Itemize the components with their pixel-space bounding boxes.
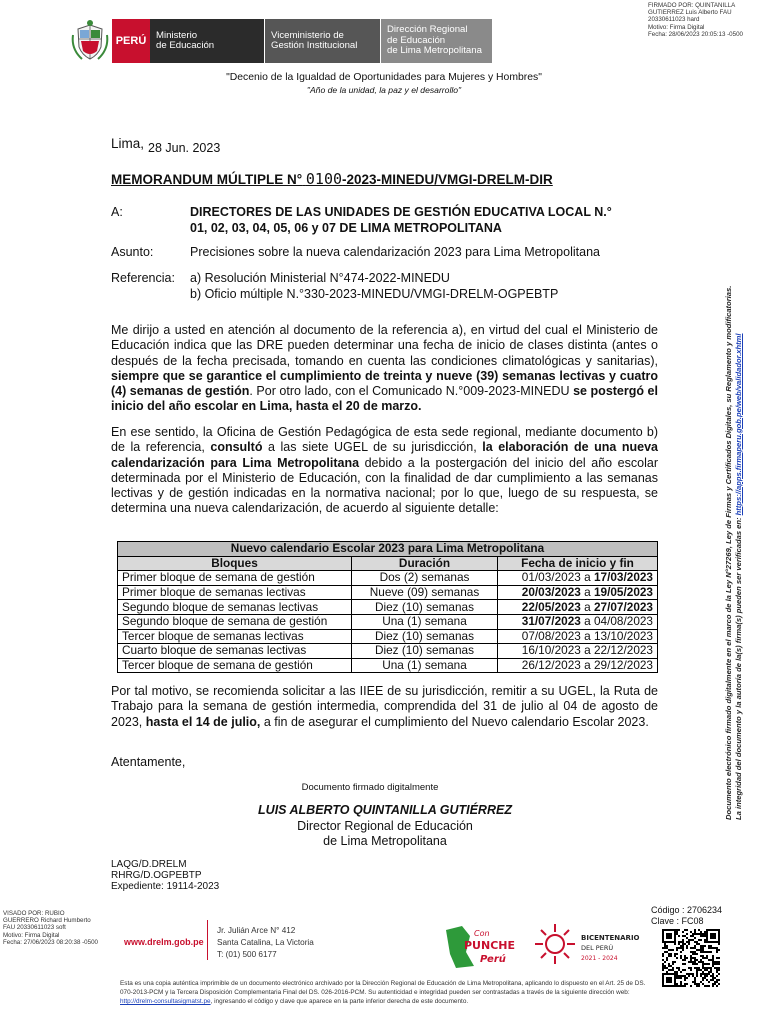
memo-prefix: MEMORANDUM MÚLTIPLE N° <box>111 172 303 187</box>
column-header: Fecha de inicio y fin <box>498 556 658 571</box>
year-slogan: "Año de la unidad, la paz y el desarrollo" <box>306 85 462 95</box>
ministry-line: Ministerio <box>156 29 198 41</box>
address-line: Santa Catalina, La Victoria <box>217 938 314 947</box>
initials: RHRG/D.OGPEBTP <box>111 870 202 881</box>
end-date: 29/12/2023 <box>593 658 653 673</box>
block-cell: Primer bloque de semanas lectivas <box>118 585 352 600</box>
code-line: Código : 2706234 <box>651 905 723 915</box>
start-date: 26/12/2023 <box>521 658 581 673</box>
reference-item: b) Oficio múltiple N.°330-2023-MINEDU/VMGI-DRELM-OGPEBTP <box>190 286 559 301</box>
visa-line: Fecha: 27/06/2023 08:20:38 -0500 <box>3 938 98 946</box>
authenticity-disclaimer <box>120 979 650 1006</box>
visa-line: VISADO POR: RUBIO <box>3 910 65 917</box>
block-cell: Primer bloque de semana de gestión <box>118 571 352 586</box>
visa-stamp <box>3 910 121 946</box>
decade-slogan: "Decenio de la Igualdad de Oportunidades para Mujeres y Hombres" <box>226 72 542 83</box>
table-row <box>118 629 658 644</box>
duration-cell: Dos (2) semanas <box>352 571 498 586</box>
block-cell: Cuarto bloque de semanas lectivas <box>118 644 352 659</box>
signer-name: LUIS ALBERTO QUINTANILLA GUTIÉRREZ <box>258 803 512 817</box>
signer-title: de Lima Metropolitana <box>323 834 447 848</box>
date-separator: a <box>580 614 594 629</box>
legal-note: Documento electrónico firmado digitalmente en el marco de la Ley N°27269, Ley de Firmas y Certificados Digitales, su Reglamento y modificatorias. <box>724 285 733 820</box>
signature-line: Motivo: Firma Digital <box>648 23 705 31</box>
paragraph-text: Por tal motivo, se recomienda solicitar a las IIEE de su jurisdicción, remitir a su UGEL, la Ruta de Trabajo para la semana de gestión intermedia, comprendida del 31 de julio al 04 de agosto de 2023, <box>111 684 658 729</box>
date-range-cell <box>498 600 658 615</box>
duration-cell: Una (1) semana <box>352 658 498 673</box>
block-cell: Tercer bloque de semana de gestión <box>118 658 352 673</box>
paragraph-bold: consultó <box>210 440 263 455</box>
institutional-header <box>68 18 492 64</box>
consult-link[interactable]: http://drelm-consultasigmatst.pe <box>120 998 211 1005</box>
duration-cell: Diez (10) semanas <box>352 600 498 615</box>
key-line: Clave : FC08 <box>651 916 704 926</box>
regional-direction-line: Dirección Regional <box>387 24 468 36</box>
disclaimer-text: , ingresando el código y clave que aparece en la parte inferior derecha de este documento. <box>210 998 469 1005</box>
date-stamp: 28 Jun. 2023 <box>148 141 221 155</box>
logo-text: PUNCHE <box>464 939 515 952</box>
paragraph-text: debido a la postergación del inicio del año escolar determinada por el Ministerio de Educación, con la finalidad de dar cumplimiento a las semanas lectivas y de gestión indicadas en la normativa nacional; por lo que, luego de su respuesta, se determina una nueva calendarización, de acuerdo al siguiente detalle: <box>111 455 658 516</box>
duration-cell: Una (1) semana <box>352 614 498 629</box>
start-date: 01/03/2023 <box>521 570 581 585</box>
memo-number: 0100 <box>305 170 343 188</box>
phone-line: T: (01) 500 6177 <box>217 950 277 959</box>
subject: Precisiones sobre la nueva calendarización 2023 para Lima Metropolitana <box>190 245 600 259</box>
table-row <box>118 658 658 673</box>
disclaimer-text: Esta es una copia auténtica imprimible de un documento electrónico archivado por la Dirección Regional de Educación de Lima Metropolitana, aplicando lo dispuesto en el Art. 25 de DS. 070-2013-PCM y la Tercera Disposición Complementaria Final del DS. 026-2016-PCM. Su autenticidad e integridad pueden ser contrastadas a través de la siguiente dirección web: <box>120 980 646 996</box>
paragraph-2 <box>111 425 658 517</box>
table-body <box>118 571 658 673</box>
recipients-line: DIRECTORES DE LAS UNIDADES DE GESTIÓN EDUCATIVA LOCAL N.° <box>190 205 612 219</box>
calendar-table <box>117 541 658 673</box>
start-date: 16/10/2023 <box>521 643 581 658</box>
paragraph-bold: hasta el 14 de julio, <box>145 714 261 729</box>
viceministry-block <box>264 19 380 63</box>
qr-code-icon <box>662 929 720 987</box>
visa-line: Motivo: Firma Digital <box>3 931 60 939</box>
vertical-verification-note <box>724 240 743 820</box>
paragraph-text: a las siete UGEL de su jurisdicción, <box>262 440 483 455</box>
paragraph-text: Me dirijo a usted en atención al documento de la referencia a), en virtud del cual el Ministerio de Educación indica que las DRE pueden determinar una fecha de inicio de clases distinta (antes o después de la fecha precisada, tomando en cuenta las condiciones climatológicas y sanitarias), <box>111 323 658 368</box>
date-separator: a <box>580 599 594 614</box>
references <box>190 271 660 302</box>
signature-line: FIRMADO POR: QUINTANILLA <box>648 2 736 9</box>
date-range-cell <box>498 614 658 629</box>
signed-digitally-note: Documento firmado digitalmente <box>301 782 439 793</box>
duration-cell: Diez (10) semanas <box>352 644 498 659</box>
paragraph-bold: la elaboración de una nueva calendarización para Lima Metropolitana <box>111 440 659 470</box>
footer-divider <box>207 920 208 960</box>
table-title: Nuevo calendario Escolar 2023 para Lima Metropolitana <box>118 542 658 557</box>
initials: LAQG/D.DRELM <box>111 859 187 870</box>
logo-text: BICENTENARIO <box>581 934 640 942</box>
ministry-line: de Educación <box>156 40 215 51</box>
date-separator: a <box>580 658 594 673</box>
logo-text: DEL PERÚ <box>581 944 614 952</box>
column-header: Duración <box>352 556 498 571</box>
end-date: 13/10/2023 <box>593 628 653 643</box>
memo-title <box>111 170 553 188</box>
table-row <box>118 644 658 659</box>
reference-item: a) Resolución Ministerial N°474-2022-MINEDU <box>190 271 450 285</box>
paragraph-text: . Por otro lado, con el Comunicado N.°009-2023-MINEDU <box>249 384 574 399</box>
table-row <box>118 614 658 629</box>
signature-line: 20330611023 hard <box>648 16 700 24</box>
closing-regards: Atentamente, <box>111 755 186 769</box>
start-date: 07/08/2023 <box>521 628 581 643</box>
recipients-line: 01, 02, 03, 04, 05, 06 y 07 DE LIMA METROPOLITANA <box>190 220 502 235</box>
verification-code <box>651 905 722 927</box>
viceministry-line: Gestión Institucional <box>271 40 358 51</box>
paragraph-text: a fin de asegurar el cumplimiento del Nuevo calendario Escolar 2023. <box>260 714 649 729</box>
end-date: 17/03/2023 <box>593 570 653 585</box>
block-cell: Tercer bloque de semanas lectivas <box>118 629 352 644</box>
signature-block <box>200 803 570 850</box>
end-date: 27/07/2023 <box>593 599 653 614</box>
viceministry-line: Viceministerio de <box>271 29 344 41</box>
end-date: 19/05/2023 <box>593 585 653 600</box>
column-header: Bloques <box>118 556 352 571</box>
end-date: 04/08/2023 <box>593 614 653 629</box>
memo-suffix: -2023-MINEDU/VMGI-DRELM-DIR <box>342 172 553 187</box>
subject-label: Asunto: <box>111 245 154 259</box>
paragraph-bold: siempre que se garantice el cumplimiento de treinta y nueve (39) semanas lectivas y cuatro (4) semanas de gestión <box>111 368 658 399</box>
paragraph-bold: se postergó el inicio del año escolar en Lima, hasta el 20 de marzo. <box>111 384 658 414</box>
to-label: A: <box>111 205 123 219</box>
signature-line: Fecha: 28/06/2023 20:05:13 -0500 <box>648 30 743 38</box>
signer-title: Director Regional de Educación <box>297 818 473 833</box>
date-range-cell <box>498 629 658 644</box>
bicentenario-logo <box>533 918 643 970</box>
block-cell: Segundo bloque de semanas lectivas <box>118 600 352 615</box>
document-references <box>111 859 219 892</box>
visa-line: FAU 20330611023 soft <box>3 924 66 932</box>
table-row <box>118 585 658 600</box>
regional-direction-line: de Lima Metropolitana <box>387 45 482 57</box>
start-date: 20/03/2023 <box>521 585 581 600</box>
legal-note: La integridad del documento y la autoría de la(s) firma(s) pueden ser verificadas en: <box>733 515 743 820</box>
start-date: 22/05/2023 <box>521 599 581 614</box>
paragraph-1 <box>111 323 658 415</box>
address-block <box>217 925 314 961</box>
visa-line: GUERRERO Richard Humberto <box>3 917 91 925</box>
date-range-cell <box>498 571 658 586</box>
signature-line: GUTIERREZ Luis Alberto FAU <box>648 9 732 17</box>
place: Lima, <box>111 136 145 151</box>
date-separator: a <box>580 628 594 643</box>
signature-stamp-top <box>648 2 766 38</box>
table-row <box>118 571 658 586</box>
coat-of-arms-icon <box>68 18 112 64</box>
con-punche-peru-logo <box>440 922 520 972</box>
date-separator: a <box>580 570 594 585</box>
table-row <box>118 600 658 615</box>
peru-logo: PERÚ <box>112 19 150 63</box>
paragraph-text: En ese sentido, la Oficina de Gestión Pedagógica de esta sede regional, mediante documento b) de la referencia, <box>111 425 658 455</box>
end-date: 22/12/2023 <box>593 643 653 658</box>
start-date: 31/07/2023 <box>521 614 581 629</box>
paragraph-3 <box>111 684 658 730</box>
block-cell: Segundo bloque de semana de gestión <box>118 614 352 629</box>
regional-direction-line: de Educación <box>387 34 446 46</box>
date-range-cell <box>498 658 658 673</box>
regional-direction-block <box>380 19 492 63</box>
date-separator: a <box>580 643 594 658</box>
logo-text: Perú <box>480 954 506 965</box>
date-range-cell <box>498 585 658 600</box>
website-link[interactable]: www.drelm.gob.pe <box>124 937 204 947</box>
logo-text: Con <box>474 929 490 938</box>
date-separator: a <box>580 585 594 600</box>
duration-cell: Diez (10) semanas <box>352 629 498 644</box>
recipients <box>190 205 660 236</box>
duration-cell: Nueve (09) semanas <box>352 585 498 600</box>
reference-label: Referencia: <box>111 271 175 285</box>
logo-text: 2021 - 2024 <box>581 955 618 962</box>
address-line: Jr. Julián Arce N° 412 <box>217 926 296 935</box>
file-number: Expediente: 19114-2023 <box>111 881 220 892</box>
ministry-block <box>150 19 264 63</box>
date-range-cell <box>498 644 658 659</box>
validator-link[interactable]: https://apps.firmaperu.gob.pe/web/validador.xhtml <box>733 333 743 516</box>
